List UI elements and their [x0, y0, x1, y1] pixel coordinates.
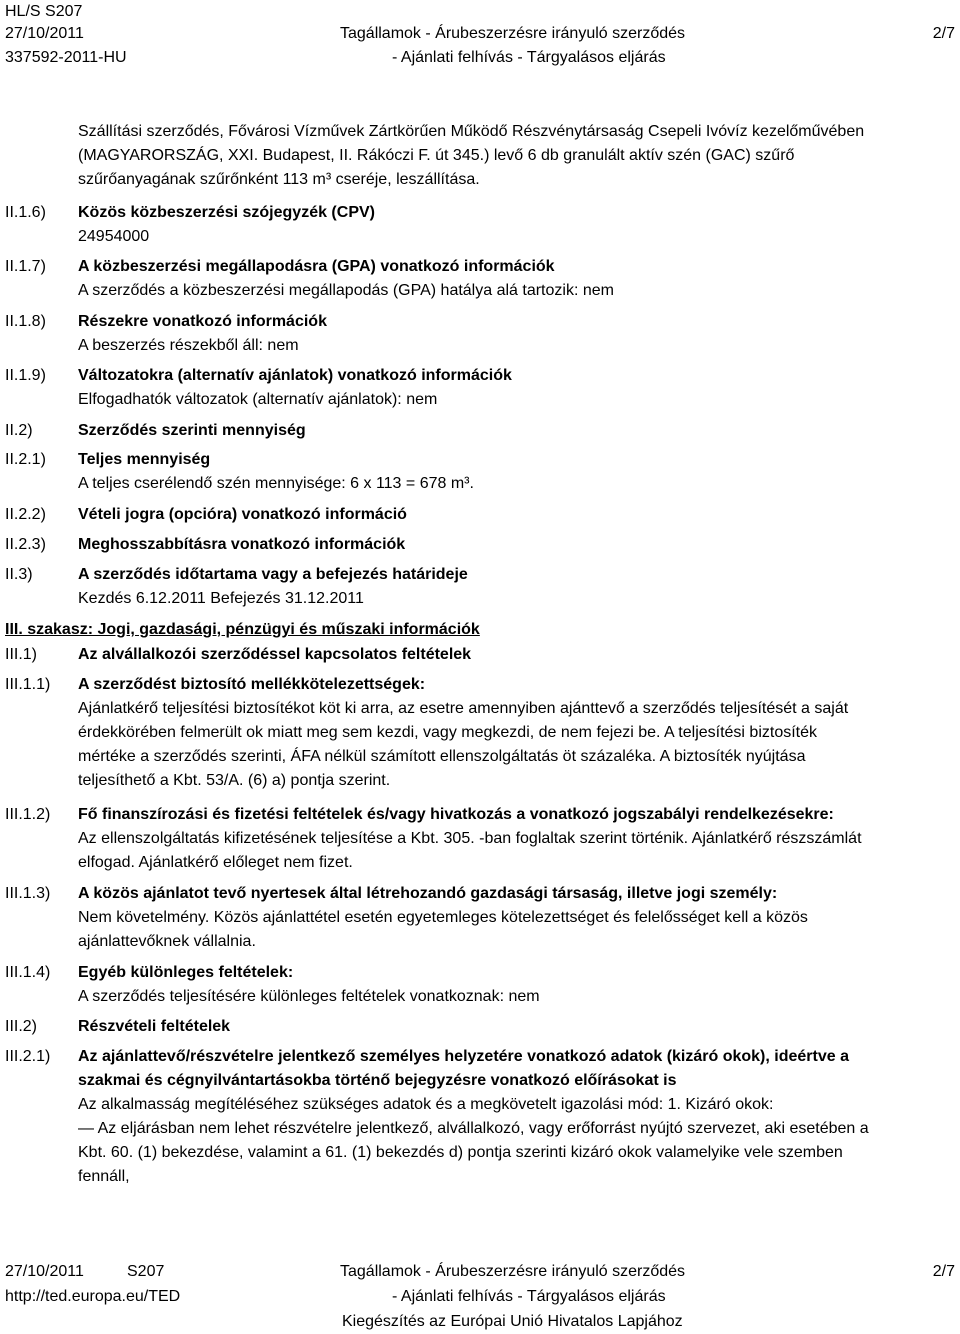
section-line: Az ellenszolgáltatás kifizetésének teljesítése a Kbt. 305. -ban foglaltak szerint történik. Ajánlatkérő részszámlát	[78, 830, 862, 847]
section-title-line: Az ajánlattevő/részvételre jelentkező személyes helyzetére vonatkozó adatok (kizáró okok), ideértve a	[78, 1048, 849, 1065]
section-number: II.1.8)	[5, 313, 46, 330]
section-special-conditions	[78, 961, 958, 1009]
section-title: Szerződés szerinti mennyiség	[78, 422, 306, 439]
section-line: Az alkalmasság megítéléséhez szükséges adatok és a megkövetelt igazolási mód: 1. Kizáró okok:	[78, 1096, 774, 1113]
footer-date: 27/10/2011	[5, 1263, 84, 1280]
intro-line: szűrőanyagának szűrőnként 113 m³ cseréje, leszállítása.	[78, 171, 480, 188]
section-number: III.2)	[5, 1018, 38, 1035]
section-text: Kezdés 6.12.2011 Befejezés 31.12.2011	[78, 590, 364, 607]
section-text: A szerződés teljesítésére különleges feltételek vonatkoznak: nem	[78, 988, 540, 1005]
footer-title-line2: - Ajánlati felhívás - Tárgyalásos eljárás	[392, 1288, 666, 1305]
section-title: Az alvállalkozói szerződéssel kapcsolatos feltételek	[78, 646, 472, 663]
section-number: III.1.2)	[5, 806, 51, 823]
header-date: 27/10/2011	[5, 25, 84, 42]
header-page-number: 2/7	[932, 25, 955, 42]
part-heading: III. szakasz: Jogi, gazdasági, pénzügyi és műszaki információk	[5, 621, 480, 638]
section-number: II.1.9)	[5, 367, 46, 384]
intro-paragraph	[78, 120, 958, 192]
section-number: II.2)	[5, 422, 33, 439]
section-text: A beszerzés részekből áll: nem	[78, 337, 299, 354]
section-line: Nem követelmény. Közös ajánlattétel esetén egyetemleges kötelezettséget és felelősséget kell a közös	[78, 909, 808, 926]
page-header	[0, 0, 960, 70]
section-number: II.1.7)	[5, 258, 46, 275]
section-line: elfogad. Ajánlatkérő előleget nem fizet.	[78, 854, 353, 871]
section-title: A közös ajánlatot tevő nyertesek által létrehozandó gazdasági társaság, illetve jogi személy:	[78, 885, 778, 902]
section-total-quantity	[78, 448, 958, 496]
section-line: fennáll,	[78, 1168, 130, 1185]
section-title: Részvételi feltételek	[78, 1018, 231, 1035]
notice-number: 337592-2011-HU	[5, 49, 127, 66]
doc-id: HL/S S207	[5, 3, 83, 20]
section-title: Vételi jogra (opcióra) vonatkozó információ	[78, 506, 407, 523]
section-title: A szerződést biztosító mellékkötelezettségek:	[78, 676, 426, 693]
section-guarantees	[78, 673, 958, 793]
section-financing	[78, 803, 958, 875]
section-text: Elfogadhatók változatok (alternatív ajánlatok): nem	[78, 391, 438, 408]
section-title: Közös közbeszerzési szójegyzék (CPV)	[78, 204, 375, 221]
section-title: Teljes mennyiség	[78, 451, 211, 468]
section-title: A közbeszerzési megállapodásra (GPA) vonatkozó információk	[78, 258, 555, 275]
footer-page-number: 2/7	[932, 1263, 955, 1280]
section-duration	[78, 563, 958, 611]
header-title-line2: - Ajánlati felhívás - Tárgyalásos eljárás	[392, 49, 666, 66]
footer-url-link[interactable]: http://ted.europa.eu/TED	[5, 1288, 181, 1305]
section-line: mértéke a szerződés szerinti, ÁFA nélkül számított ellenszolgáltatás öt százaléka. A biztosíték nyújtása	[78, 748, 806, 765]
section-title: A szerződés időtartama vagy a befejezés határideje	[78, 566, 468, 583]
section-number: II.1.6)	[5, 204, 46, 221]
section-title: Változatokra (alternatív ajánlatok) vonatkozó információk	[78, 367, 512, 384]
section-number: III.1.1)	[5, 676, 51, 693]
section-number: III.2.1)	[5, 1048, 51, 1065]
section-lots	[78, 310, 958, 358]
section-line: Kbt. 60. (1) bekezdése, valamint a 61. (1) bekezdés d) pontja szerinti kizáró okok valamelyike vele szemben	[78, 1144, 843, 1161]
section-joint-bidders	[78, 882, 958, 954]
page-footer	[0, 1260, 960, 1334]
section-text: A teljes cserélendő szén mennyisége: 6 x 113 = 678 m³.	[78, 475, 474, 492]
section-title-line: szakmai és cégnyilvántartásokba történő bejegyzésre vonatkozó előírásokat is	[78, 1072, 677, 1089]
section-number: II.2.3)	[5, 536, 46, 553]
section-line: Ajánlatkérő teljesítési biztosítékot köt ki arra, az esetre amennyiben ajánttevő a szerződés teljesítését a saját	[78, 700, 849, 717]
section-line: teljesíthető a Kbt. 53/A. (6) a) pontja szerint.	[78, 772, 391, 789]
section-title: Egyéb különleges feltételek:	[78, 964, 294, 981]
section-number: III.1.3)	[5, 885, 51, 902]
section-text: A szerződés a közbeszerzési megállapodás (GPA) hatálya alá tartozik: nem	[78, 282, 614, 299]
section-title: Meghosszabbításra vonatkozó információk	[78, 536, 406, 553]
footer-title-line3: Kiegészítés az Európai Unió Hivatalos Lapjához	[342, 1313, 683, 1330]
section-number: II.2.2)	[5, 506, 46, 523]
section-number: III.1)	[5, 646, 38, 663]
footer-series: S207	[127, 1263, 165, 1280]
intro-line: (MAGYARORSZÁG, XXI. Budapest, II. Rákóczi F. út 345.) levő 6 db granulált aktív szén (GAC) szűrő	[78, 147, 795, 164]
section-title: Fő finanszírozási és fizetési feltételek és/vagy hivatkozás a vonatkozó jogszabályi rendelkezésekre:	[78, 806, 834, 823]
section-personal-situation	[78, 1045, 958, 1189]
section-line: ajánlattevőknek vállalnia.	[78, 933, 256, 950]
section-gpa	[78, 255, 958, 303]
section-title: Részekre vonatkozó információk	[78, 313, 327, 330]
section-line: — Az eljárásban nem lehet részvételre jelentkező, alvállalkozó, vagy erőforrást nyújtó szervezet, aki esetében a	[78, 1120, 869, 1137]
section-number: II.2.1)	[5, 451, 46, 468]
section-line: érdekkörében felmerült ok miatt meg sem kezdi, vagy megkezdi, de nem fejezi be. A teljesítési biztosíték	[78, 724, 818, 741]
section-cpv	[78, 201, 958, 249]
footer-title-line1: Tagállamok - Árubeszerzésre irányuló szerződés	[340, 1263, 686, 1280]
section-number: III.1.4)	[5, 964, 51, 981]
section-variants	[78, 364, 958, 412]
section-text: 24954000	[78, 228, 150, 245]
section-number: II.3)	[5, 566, 33, 583]
header-title-line1: Tagállamok - Árubeszerzésre irányuló szerződés	[340, 25, 686, 42]
intro-line: Szállítási szerződés, Fővárosi Vízművek Zártkörűen Működő Részvénytársaság Csepeli Ivóvíz kezelőművében	[78, 123, 865, 140]
